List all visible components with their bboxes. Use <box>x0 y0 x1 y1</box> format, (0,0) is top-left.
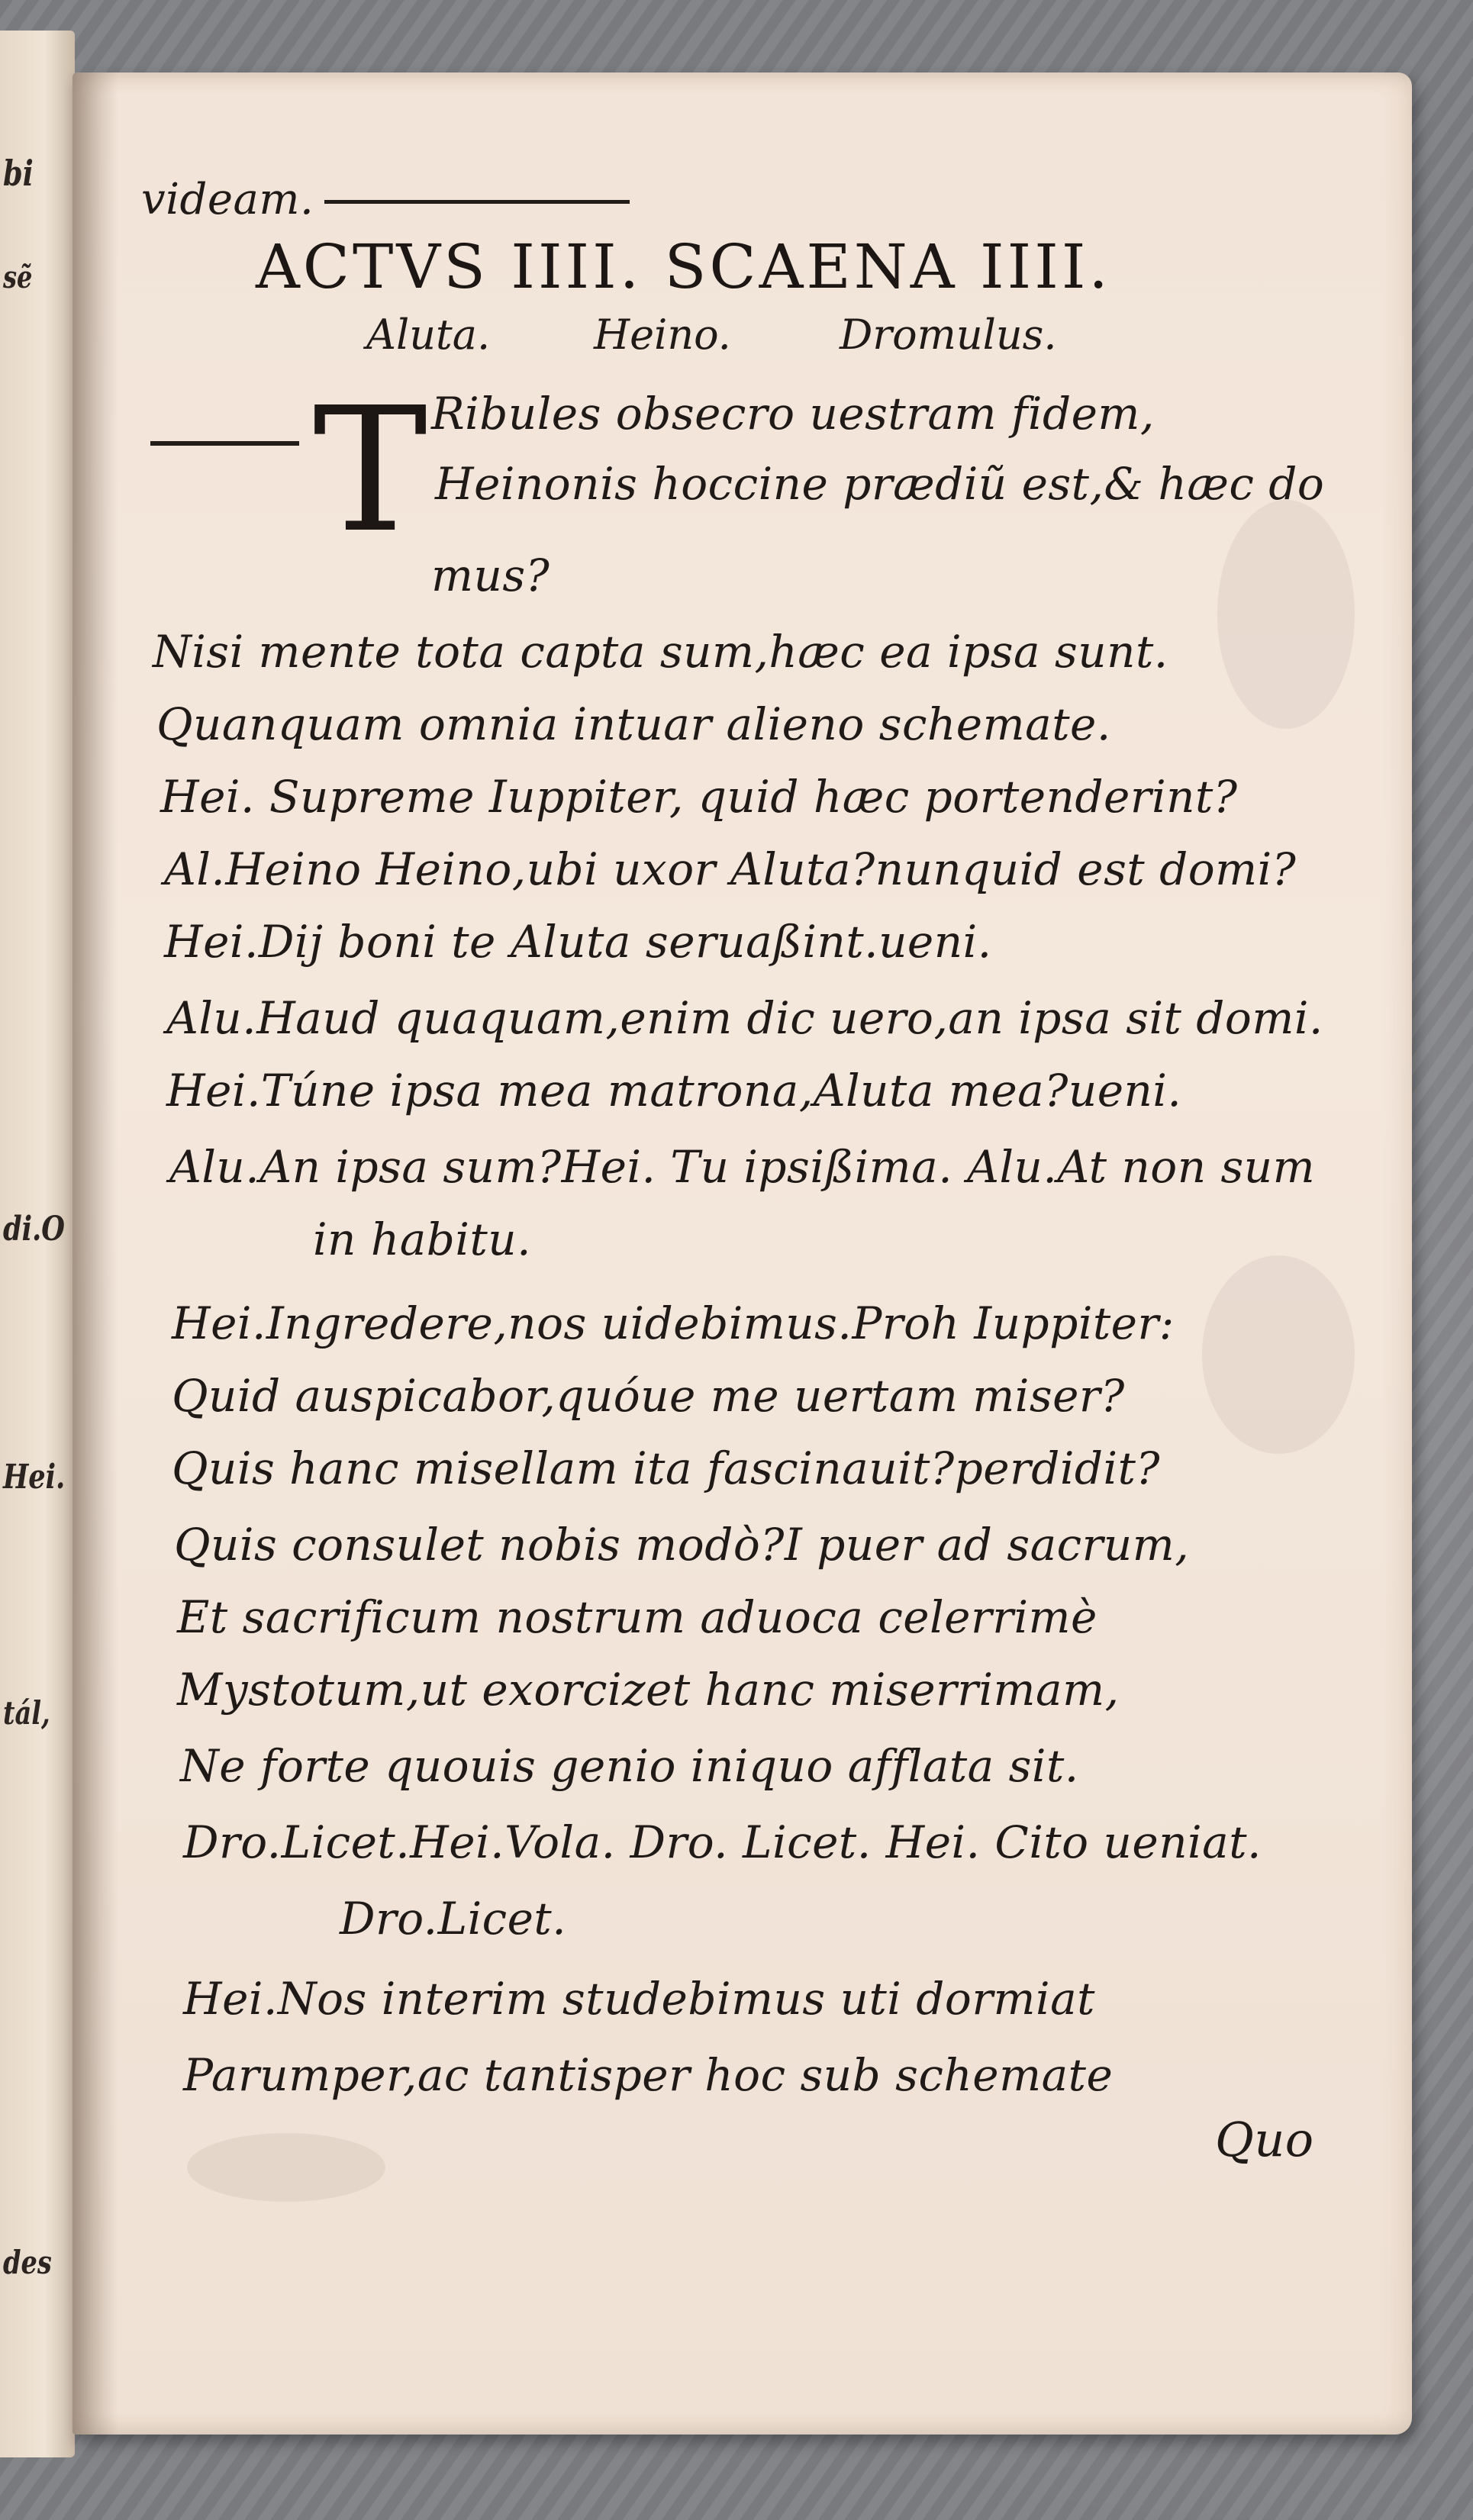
left-page-fragment: sẽ <box>3 259 33 295</box>
verse-line: Parumper,ac tantisper hoc sub schemate <box>183 2049 1114 2101</box>
left-page-fragment: tál, <box>3 1694 50 1732</box>
verse-line: Quis consulet nobis modò?I puer ad sacrum, <box>174 1519 1190 1571</box>
verse-line: mus? <box>431 549 550 601</box>
verse-line: Ribules obsecro uestram fidem, <box>431 388 1155 440</box>
verse-line: Nisi mente tota capta sum,hæc ea ipsa sunt. <box>153 626 1168 678</box>
verse-line: Mystotum,ut exorcizet hanc miserrimam, <box>177 1664 1120 1716</box>
catchword-top: videam. <box>141 175 314 224</box>
verse-line: Hei.Dij boni te Aluta seruaßint.ueni. <box>164 916 992 968</box>
left-page-fragment: di.O <box>3 1210 65 1249</box>
dash-rule <box>150 441 299 446</box>
verse-line: Et sacrificum nostrum aduoca celerrimè <box>177 1591 1097 1643</box>
gutter-shadow <box>73 73 118 2435</box>
speaker-name: Aluta. <box>366 311 491 359</box>
verse-line: Dro.Licet.Hei.Vola. Dro. Licet. Hei. Cito ueniat. <box>183 1816 1262 1868</box>
verse-line: Hei.Nos interim studebimus uti dormiat <box>183 1973 1095 2025</box>
verse-line: Heinonis hoccine prædiũ est,& hæc do <box>435 458 1325 510</box>
verse-line: Alu.Haud quaquam,enim dic uero,an ipsa sit domi. <box>166 992 1323 1044</box>
verse-line: Al.Heino Heino,ubi uxor Aluta?nunquid est domi? <box>164 843 1297 895</box>
verse-line: Quanquam omnia intuar alieno schemate. <box>156 698 1111 750</box>
verse-line: Hei. Supreme Iuppiter, quid hæc portenderint? <box>160 771 1238 823</box>
speaker-name: Dromulus. <box>840 311 1057 359</box>
drop-cap: T <box>313 371 428 571</box>
verse-line: Quid auspicabor,quóue me uertam miser? <box>172 1370 1125 1422</box>
verse-line: Alu.An ipsa sum?Hei. Tu ipsißima. Alu.At non sum <box>169 1141 1316 1193</box>
left-page-fragment: bi <box>3 153 34 194</box>
left-page-fragment: Hei. <box>3 1458 66 1497</box>
verse-line: in habitu. <box>313 1213 532 1265</box>
verse-line: Quis hanc misellam ita fascinauit?perdidit? <box>172 1442 1161 1494</box>
catchword-bottom: Quo <box>1215 2112 1314 2167</box>
rule-top <box>324 200 630 204</box>
scene-heading: ACTVS IIII. SCAENA IIII. <box>256 231 1111 302</box>
verse-line: Dro.Licet. <box>340 1893 567 1945</box>
left-page-edge <box>0 31 75 2457</box>
verse-line: Ne forte quouis genio iniquo afflata sit. <box>180 1740 1079 1792</box>
verse-line: Hei.Ingredere,nos uidebimus.Proh Iuppiter: <box>172 1297 1175 1349</box>
left-page-fragment: des <box>3 2244 52 2281</box>
verse-line: Hei.Túne ipsa mea matrona,Aluta mea?ueni. <box>166 1065 1182 1117</box>
speaker-name: Heino. <box>594 311 731 359</box>
